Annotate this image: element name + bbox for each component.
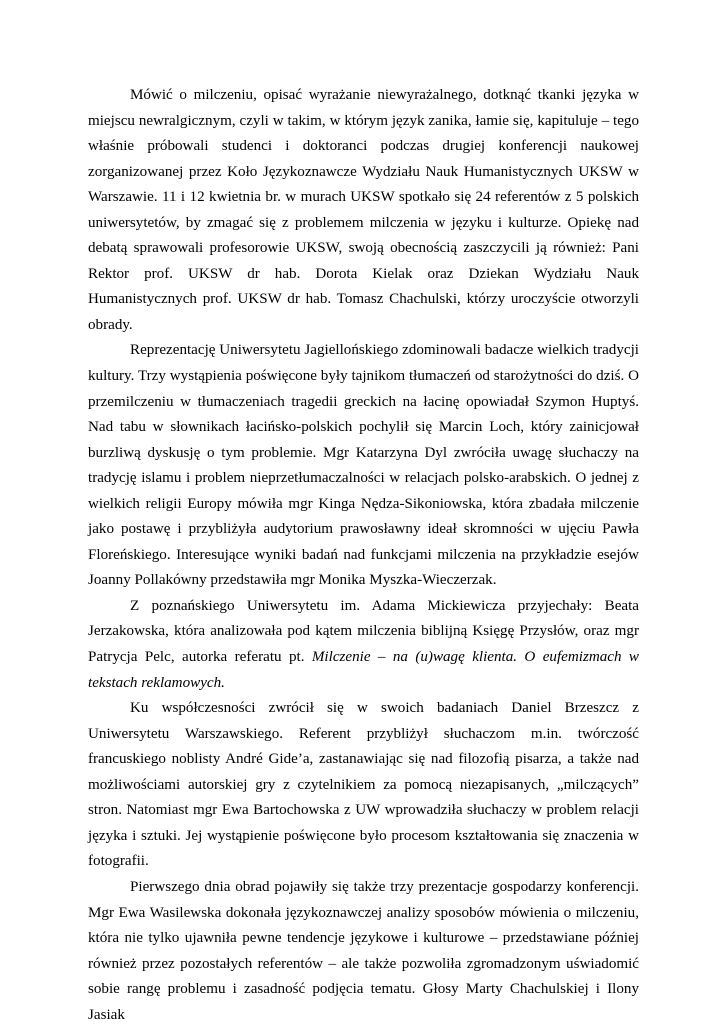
paragraph-poznan xyxy=(88,594,639,696)
paragraph-intro: Mówić o milczeniu, opisać wyrażanie niewyrażalnego, dotknąć tkanki języka w miejscu newralgicznym, czyli w takim, w którym język zanika, łamie się, kapituluje – tego właśnie próbowali studenci i doktoranci podczas drugiej konferencji naukowej zorganizowanej przez Koło Językoznawcze Wydziału Nauk Humanistycznych UKSW w Warszawie. 11 i 12 kwietnia br. w murach UKSW spotkało się 24 referentów z 5 polskich uniwersytetów, by zmagać się z problemem milczenia w języku i kulturze. Opiekę nad debatą sprawowali profesorowie UKSW, swoją obecnością zaszczycili ją również: Pani Rektor prof. UKSW dr hab. Dorota Kielak oraz Dziekan Wydziału Nauk Humanistycznych prof. UKSW dr hab. Tomasz Chachulski, którzy uroczyście otworzyli obrady. xyxy=(88,87,639,333)
paragraph-hosts: Pierwszego dnia obrad pojawiły się także trzy prezentacje gospodarzy konferencji. Mgr Ewa Wasilewska dokonała językoznawczej analizy sposobów mówienia o milczeniu, która nie tylko ujawniła pewne tendencje językowe i kulturowe – przedstawiane później również przez pozostałych referentów – ale także pozwoliła zgromadzonym uświadomić sobie rangę problemu i zasadność podjęcia tematu. Głosy Marty Chachulskiej i Ilony Jasiak xyxy=(88,878,639,1023)
paragraph-warsaw: Ku współczesności zwrócił się w swoich badaniach Daniel Brzeszcz z Uniwersytetu Warszawskiego. Referent przybliżył słuchaczom m.in. twórczość francuskiego noblisty André Gide’a, zastanawiając się nad filozofią pisarza, a także nad możliwościami autorskiej gry z czytelnikiem za pomocą niezapisanych, „milczących” stron. Natomiast mgr Ewa Bartochowska z UW wprowadziła słuchaczy w problem relacji języka i sztuki. Jej wystąpienie poświęcone było procesom kształtowania się znaczenia w fotografii. xyxy=(88,700,639,870)
article-body xyxy=(88,83,639,1028)
referat-title: Milczenie – na (u)wagę klienta. O eufemizmach w tekstach reklamowych. xyxy=(88,649,639,691)
paragraph-poznan-text: Z poznańskiego Uniwersytetu im. Adama Mickiewicza przyjechały: Beata Jerzakowska, która analizowała pod kątem milczenia biblijną Księgę Przysłów, oraz mgr Patrycja Pelc, autorka referatu pt. xyxy=(88,597,639,666)
paragraph-jagiellonian: Reprezentację Uniwersytetu Jagiellońskiego zdominowali badacze wielkich tradycji kultury. Trzy wystąpienia poświęcone były tajnikom tłumaczeń od starożytności do dziś. O przemilczeniu w tłumaczeniach tragedii greckich na łacinę opowiadał Szymon Huptyś. Nad tabu w słownikach łacińsko-polskich pochylił się Marcin Loch, który zainicjował burzliwą dyskusję o tym problemie. Mgr Katarzyna Dyl zwróciła uwagę słuchaczy na tradycję islamu i problem nieprzetłumaczalności w relacjach polsko-arabskich. O jednej z wielkich religii Europy mówiła mgr Kinga Nędza-Sikoniowska, która zbadała milczenie jako postawę i przybliżyła audytorium prawosławny ideał skromności w ujęciu Pawła Floreńskiego. Interesujące wyniki badań nad funkcjami milczenia na przykładzie esejów Joanny Pollakówny przedstawiła mgr Monika Myszka-Wieczerzak. xyxy=(88,342,639,589)
